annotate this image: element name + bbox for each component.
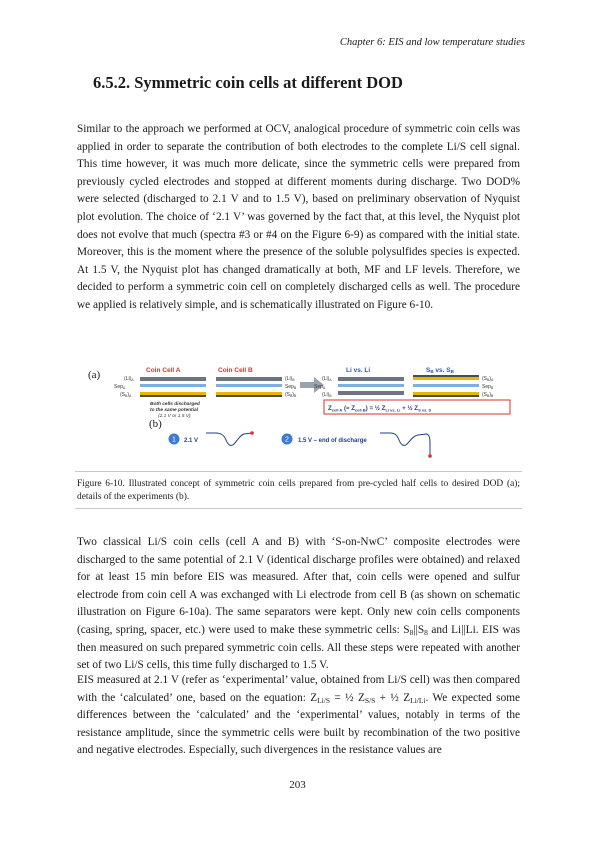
both-cells-note-1: Both cells discharged: [150, 402, 200, 407]
sep-b-label: Sep$_B$: [285, 384, 297, 390]
stop-point-1: [250, 431, 254, 435]
coin-cell-b-label: Coin Cell B: [218, 367, 253, 374]
equation-text: $Z_{cell A}$ (≈ $Z_{cell B}$) = ½ $Z_{Li vs. Li}$ + ½ $Z_{S vs. S}$: [328, 405, 432, 413]
both-cells-note-3: (2.1 V or 1.5 V): [158, 414, 191, 419]
sulfur-electrode-a: [140, 392, 206, 395]
sulfur-electrode-a-sym: [413, 377, 479, 380]
figure-6-10: [88, 367, 513, 470]
step-2-label: 1.5 V – end of discharge: [298, 438, 367, 444]
li-b-label-2: $(Li)_B$: [322, 392, 332, 398]
step-2-number: 2: [285, 436, 289, 444]
figure-caption: Figure 6-10. Illustrated concept of symmetric coin cells prepared from pre-cycled half cells to desired DOD (a); details of the experiments (b).: [77, 479, 520, 502]
separator-b-sym: [413, 384, 479, 387]
sep-a-label-2: Sep$_A$: [314, 384, 326, 390]
s-vs-s-label: SB vs. SB: [426, 367, 454, 374]
caption-rule-top: [75, 471, 522, 472]
li-vs-li-label: Li vs. Li: [346, 367, 371, 374]
separator-a: [140, 384, 206, 387]
discharge-curve-2: [380, 433, 430, 455]
separator-b: [216, 384, 282, 387]
sulfur-electrode-b: [216, 392, 282, 395]
paragraph-1: Similar to the approach we performed at OCV, analogical procedure of symmetric coin cells was applied in order to separate the contribution of both electrodes to the complete Li/S cell signal. This time however, it was much more delicate, since the symmetric cells were prepared from previously cycled electrodes and stopped at different moments during discharge. Two DOD% were selected (discharged to 2.1 V and to 1.5 V), based on preliminary observation of Nyquist plot evolution. The choice of ‘2.1 V’ was governed by the fact that, at this level, the Nyquist plot does not evolve that much (spectra #3 or #4 on the Figure 6-9) as compared with the initial state. Moreover, this is the moment where the presence of the soluble polysulfides species is expected. At 1.5 V, the Nyquist plot has changed dramatically at both, MF and LF levels. Therefore, we decided to perform a symmetric coin cell on completely discharged cells as well. The procedure we applied is relatively simple, and is schematically illustrated on Figure 6-10.: [77, 123, 520, 311]
discharge-curve-1: [206, 433, 252, 445]
s-a-label-2: $(S_B)_A$: [482, 376, 494, 382]
section-title: 6.5.2. Symmetric coin cells at different DOD: [93, 73, 403, 92]
sep-b-label-2: Sep$_B$: [482, 384, 494, 390]
li-electrode-b-sym: [338, 391, 404, 395]
paragraph-2: Two classical Li/S coin cells (cell A and B) with ‘S-on-NwC’ composite electrodes were discharged to the same potential of 2.1 V (identical discharge profiles were obtained) and relaxed for at least 15 min before EIS was measured. After that, coin cells were opened and sulfur electrode from coin cell A was exchanged with Li electrode from cell B (as shown on schematic illustration on Figure 6-10a). The same separators were kept. Only new coin cells components (casing, spring, spacer, etc.) were used to make these symmetric cells: $S_8||S_8$ and Li||Li. EIS was then measured on such prepared symmetric coin cells. All these steps were repeated with another set of two Li/S cells, this time fully discharged to 1.5 V.: [77, 536, 520, 672]
paragraph-3: EIS measured at 2.1 V (refer as ‘experimental’ value, obtained from Li/S cell) was then compared with the ‘calculated’ one, based on the equation: $Z_{Li/S}$ = ½ $Z_{S/S}$ + ½ $Z_{Li/Li}$. We expected some differences between the ‘calculated’ and the ‘experimental’ values, notably in terms of the resistance amplitude, since the symmetric cells were built by recombination of the two positive and negative electrodes. Especially, such divergences in the resistance values are: [77, 674, 521, 757]
running-header: Chapter 6: EIS and low temperature studies: [339, 37, 525, 48]
panel-label-a: (a): [88, 369, 101, 381]
separator-a-sym: [338, 384, 404, 387]
page-number: 203: [289, 779, 306, 791]
s-b-label: $(S_B)_B$: [285, 392, 297, 398]
li-electrode-b: [216, 377, 282, 381]
coin-cell-a-label: Coin Cell A: [146, 367, 181, 374]
li-electrode-a-sym: [338, 377, 404, 381]
s-b-label-2: $(S_B)_B$: [482, 392, 494, 398]
li-electrode-a: [140, 377, 206, 381]
sep-a-label: Sep$_A$: [114, 384, 126, 390]
both-cells-note-2: to the same potential: [150, 408, 198, 413]
li-a-label-2: $(Li)_A$: [322, 376, 332, 382]
li-a-label: $(Li)_A$: [124, 376, 134, 382]
step-1-label: 2.1 V: [184, 438, 199, 444]
stop-point-2: [428, 454, 432, 458]
step-1-number: 1: [172, 436, 176, 444]
caption-rule-bottom: [75, 508, 522, 509]
s-a-label: $(S_B)_A$: [120, 392, 132, 398]
panel-label-b: (b): [149, 418, 162, 430]
li-b-label: $(Li)_B$: [285, 376, 295, 382]
sulfur-electrode-b-sym: [413, 392, 479, 395]
